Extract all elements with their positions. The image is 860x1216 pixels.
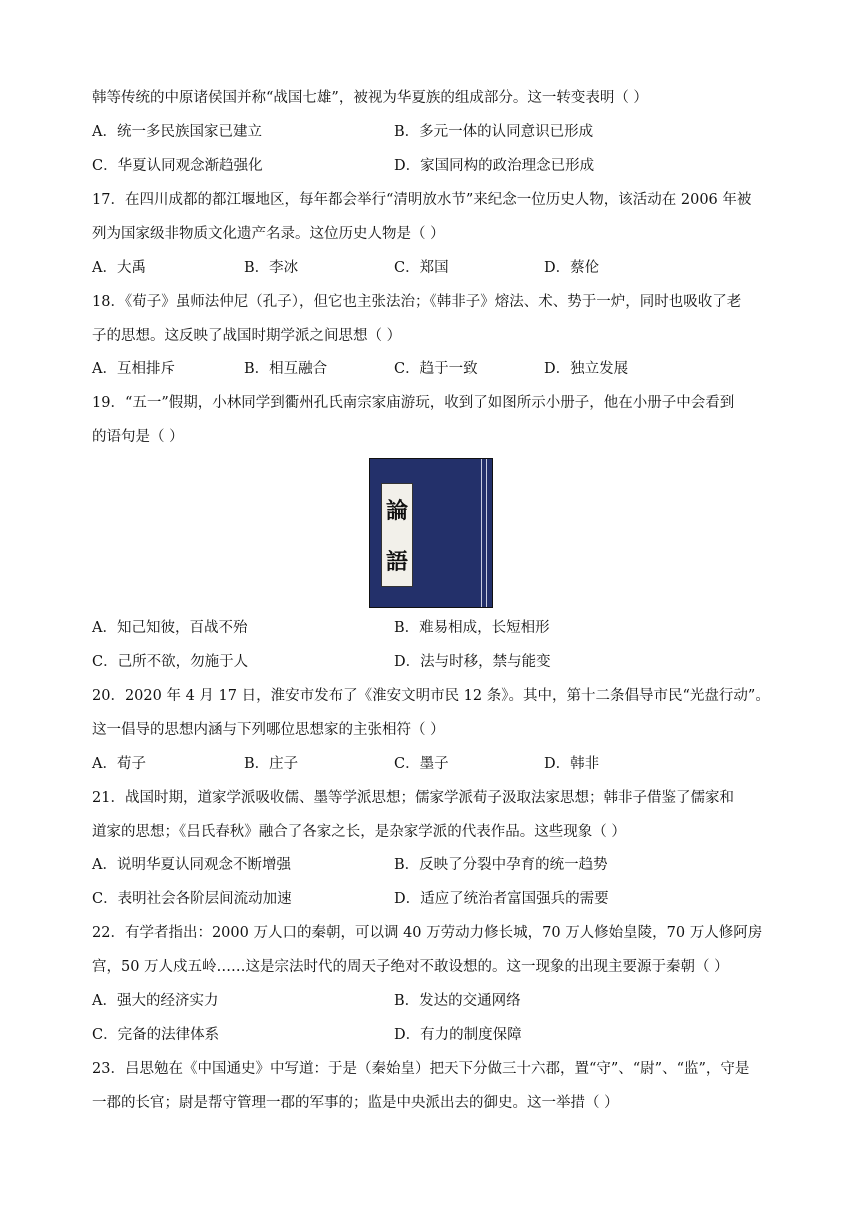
q21-option-d: D．适应了统治者富国强兵的需要: [394, 891, 609, 907]
q18-stem-line1: 18．《荀子》虽师法仲尼（孔子），但它也主张法治；《韩非子》熔法、术、势于一炉，同时也吸收了老: [92, 294, 742, 310]
q22-option-b: B．发达的交通网络: [394, 993, 521, 1009]
q23-stem-line1: 23．吕思勉在《中国通史》中写道：于是（秦始皇）把天下分做三十六郡，置“守”、“尉”、“监”，守是: [92, 1061, 750, 1077]
booklet-title-char-1: 論: [385, 498, 408, 524]
q16-option-d: D．家国同构的政治理念已形成: [394, 158, 595, 174]
q19-option-c: C．己所不欲，勿施于人: [92, 654, 249, 670]
q20-option-d: D．韩非: [544, 756, 600, 772]
q19-options-row1: [92, 618, 768, 638]
q17-option-d: D．蔡伦: [544, 260, 600, 276]
q17-options: [92, 258, 768, 278]
q21-options-row1: [92, 855, 768, 875]
booklet-title-char-2: 語: [385, 549, 408, 575]
q22-options-row1: [92, 991, 768, 1011]
q20-stem-line2: 这一倡导的思想内涵与下列哪位思想家的主张相符（ ）: [92, 722, 445, 738]
q22-option-c: C．完备的法律体系: [92, 1027, 220, 1043]
q18-option-a: A．互相排斥: [92, 361, 175, 377]
q18-option-c: C．趋于一致: [394, 361, 478, 377]
q22-options-row2: [92, 1025, 768, 1045]
q18-option-d: D．独立发展: [544, 361, 629, 377]
q20-option-a: A．荀子: [92, 756, 146, 772]
q19-options-row2: [92, 652, 768, 672]
q20-stem-line1: 20．2020 年 4 月 17 日，淮安市发布了《淮安文明市民 12 条》。其中，第十二条倡导市民“光盘行动”。: [92, 688, 770, 704]
q22-stem-line1: 22．有学者指出：2000 万人口的秦朝，可以调 40 万劳动力修长城，70 万人修始皇陵，70 万人修阿房: [92, 925, 763, 941]
q16-option-a: A．统一多民族国家已建立: [92, 124, 262, 140]
q17-stem-line1: 17．在四川成都的都江堰地区，每年都会举行“清明放水节”来纪念一位历史人物，该活动在 2006 年被: [92, 192, 752, 208]
q22-option-d: D．有力的制度保障: [394, 1027, 522, 1043]
q17-option-c: C．郑国: [394, 260, 449, 276]
q21-stem-line1: 21．战国时期，道家学派吸收儒、墨等学派思想；儒家学派荀子汲取法家思想；韩非子借鉴了儒家和: [92, 790, 734, 806]
q22-stem-line2: 宫，50 万人戍五岭……这是宗法时代的周天子绝对不敢设想的。这一现象的出现主要源于秦朝（ ）: [92, 959, 729, 975]
q21-options-row2: [92, 889, 768, 909]
q16-options-row1: [92, 122, 768, 142]
q22-option-a: A．强大的经济实力: [92, 993, 219, 1009]
q19-option-d: D．法与时移，禁与能变: [394, 654, 551, 670]
q23-stem-line2: 一郡的长官；尉是帮守管理一郡的军事的；监是中央派出去的御史。这一举措（ ）: [92, 1095, 619, 1111]
q16-option-c: C．华夏认同观念渐趋强化: [92, 158, 263, 174]
q17-option-b: B．李冰: [244, 260, 299, 276]
q20-option-c: C．墨子: [394, 756, 449, 772]
q19-option-b: B．难易相成，长短相形: [394, 620, 550, 636]
q19-stem-line2: 的语句是（ ）: [92, 429, 184, 445]
q21-option-a: A．说明华夏认同观念不断增强: [92, 857, 291, 873]
lunyu-booklet-image: [369, 458, 493, 608]
q17-option-a: A．大禹: [92, 260, 146, 276]
q18-stem-line2: 子的思想。这反映了战国时期学派之间思想（ ）: [92, 328, 402, 344]
q21-option-c: C．表明社会各阶层间流动加速: [92, 891, 292, 907]
q21-stem-line2: 道家的思想；《吕氏春秋》融合了各家之长，是杂家学派的代表作品。这些现象（ ）: [92, 824, 626, 840]
q19-stem-line1: 19．“五一”假期，小林同学到衢州孔氏南宗家庙游玩，收到了如图所示小册子，他在小册子中会看到: [92, 395, 735, 411]
q18-options: [92, 359, 768, 379]
q20-option-b: B．庄子: [244, 756, 299, 772]
q16-options-row2: [92, 156, 768, 176]
q20-options: [92, 754, 768, 774]
q19-option-a: A．知己知彼，百战不殆: [92, 620, 248, 636]
q21-option-b: B．反映了分裂中孕育的统一趋势: [394, 857, 608, 873]
q16-stem-tail: 韩等传统的中原诸侯国并称“战国七雄”，被视为华夏族的组成部分。这一转变表明（ ）: [92, 90, 648, 106]
q17-stem-line2: 列为国家级非物质文化遗产名录。这位历史人物是（ ）: [92, 226, 445, 242]
booklet-title-label: [381, 483, 413, 587]
q16-option-b: B．多元一体的认同意识已形成: [394, 124, 594, 140]
q18-option-b: B．相互融合: [244, 361, 328, 377]
